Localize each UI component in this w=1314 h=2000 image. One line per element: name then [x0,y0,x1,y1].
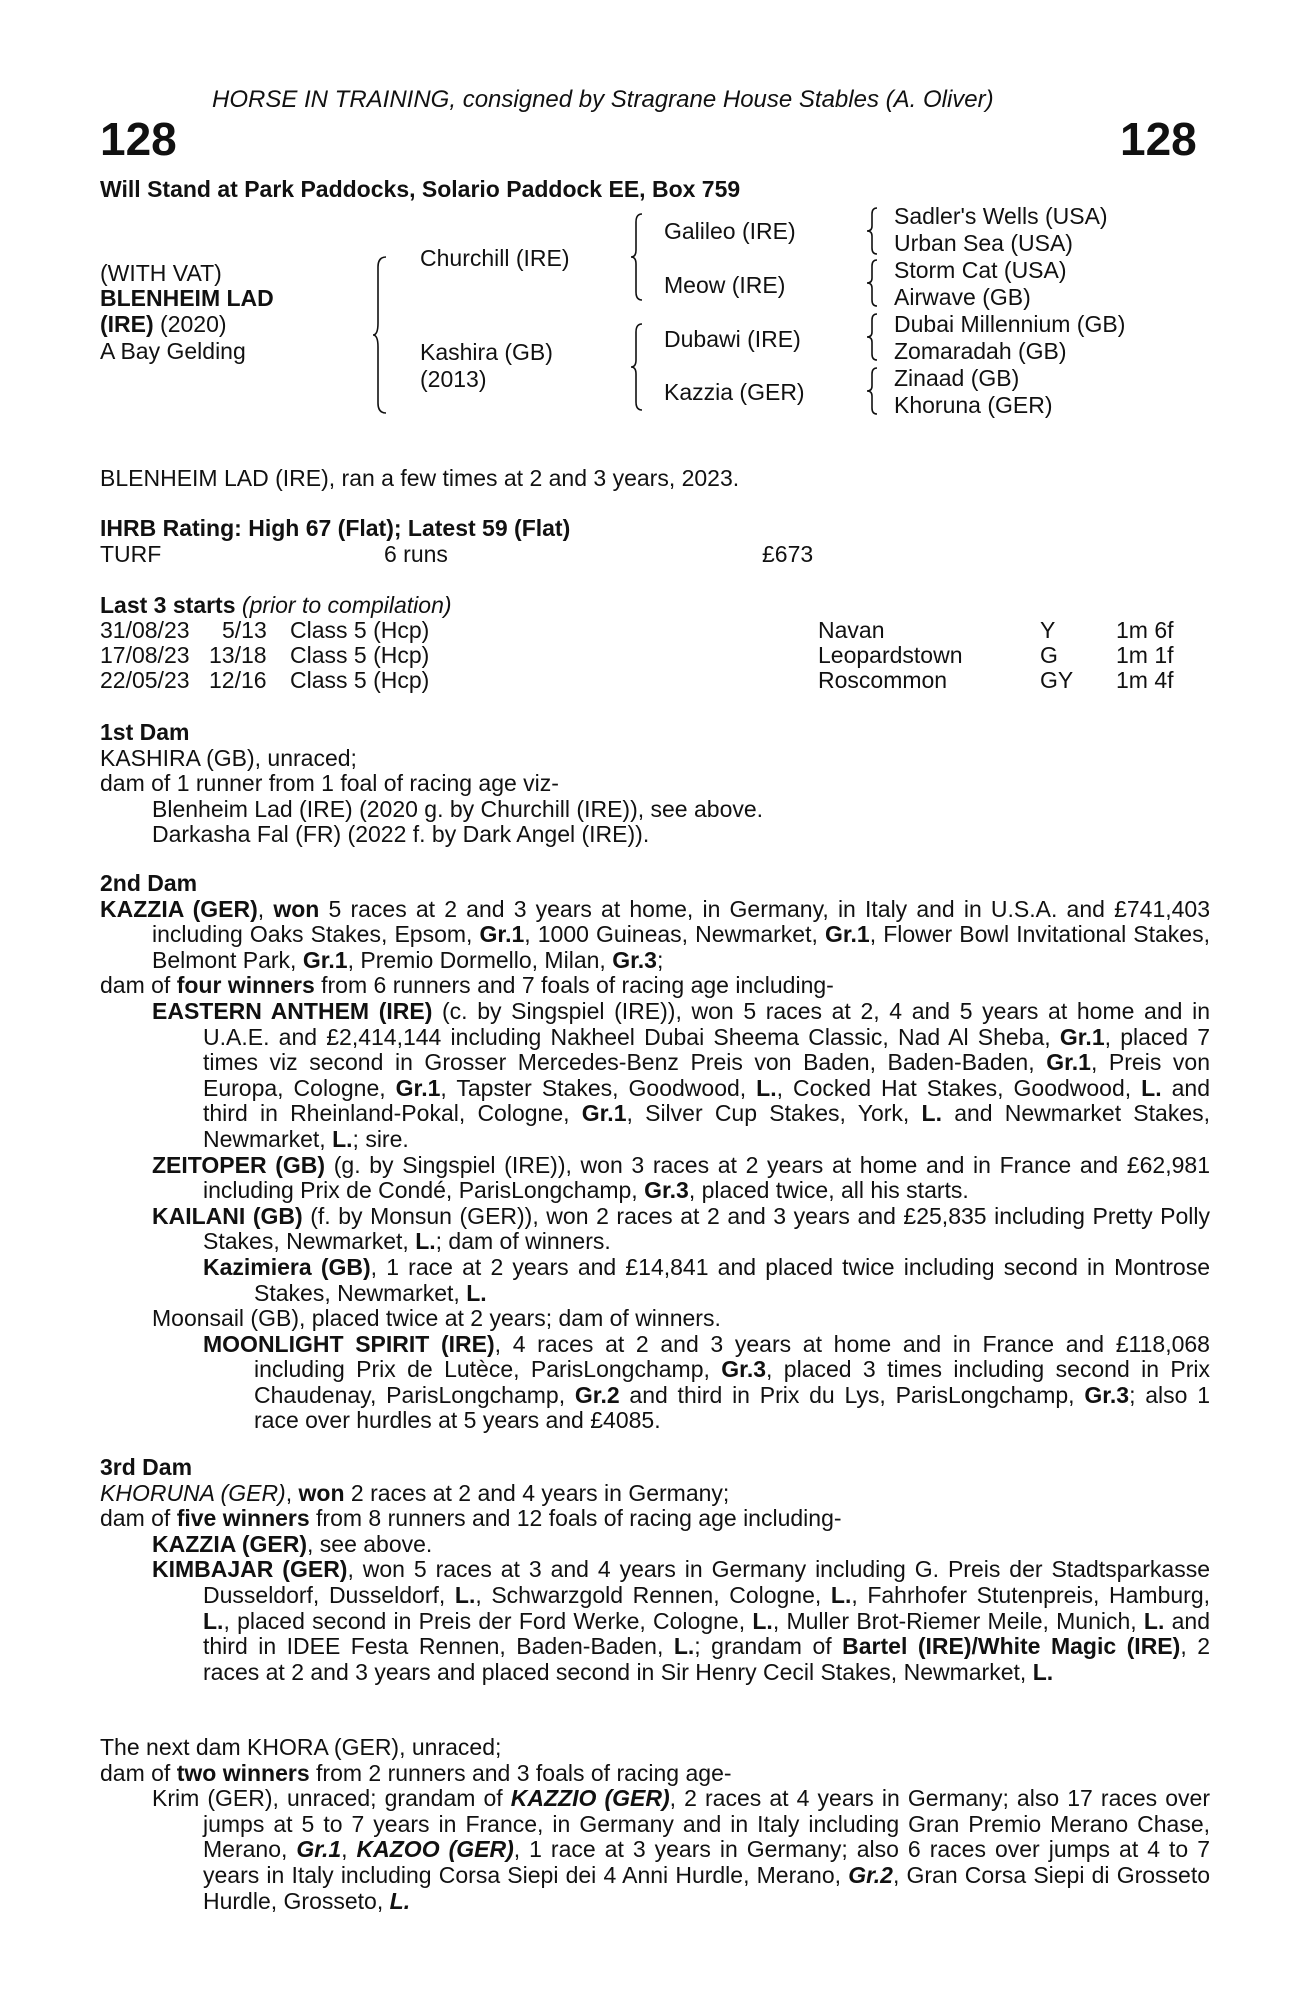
text: , placed 3 times including second in Prix Chaudenay, ParisLongchamp, [254,1356,1210,1408]
third-dam-produce-line [100,1506,1210,1532]
text: , Premio Dormello, Milan, [347,946,613,973]
start-distance: 1m 4f [1116,667,1174,693]
text: , 2 races at 4 years in Germany; also 17 races over jumps at 5 to 7 years in France, in Germany and in Italy including Gran Premio Merano Chase, Merano, [203,1785,1210,1863]
text: from 8 runners and 12 foals of racing age including- [309,1505,842,1532]
pedigree-brace-g56 [866,312,882,362]
text: and third in IDEE Festa Rennen, Baden-Baden, [203,1607,1210,1660]
text: dam of [100,1759,177,1786]
starts-heading [100,592,452,619]
pedigree-gen3-1: Sadler's Wells (USA) [894,203,1108,229]
first-dam-title: 1st Dam [100,719,190,745]
moonlight-spirit-paragraph [100,1332,1210,1434]
pedigree-brace-sire [630,212,648,302]
start-class: Class 5 (Hcp) [290,617,430,643]
grade: L. [415,1228,436,1255]
text: (g. by Singspiel (IRE)), won 3 races at 2 years at home and in France and £62,981 including Prix de Condé, ParisLongchamp, [203,1151,1210,1204]
kazzia-paragraph: KAZZIA (GER), won 5 races at 2 and 3 years at home, in Germany, in Italy and in U.S.A. and £741,403 including Oaks Stakes, Epsom, Gr.1, 1000 Guineas, Newmarket, Gr.1, Flower Bowl Invitational Stakes, Belmont Park, Gr.1, Premio Dormello, Milan, Gr.3; [100,895,1211,973]
page-header-title: HORSE IN TRAINING, consigned by Stragrane House Stables (A. Oliver) [212,86,994,113]
text: , 4 races at 2 and 3 years at home and in France and £118,068 including Prix de Lutèce, ParisLongchamp, [254,1330,1210,1383]
starts-note: (prior to compilation) [235,592,452,618]
stand-location: Will Stand at Park Paddocks, Solario Paddock EE, Box 759 [100,176,741,202]
grade: L. [389,1887,411,1914]
grade: L. [756,1074,777,1101]
pedigree-brace-main [372,255,392,415]
pedigree-brace-dam [630,322,648,412]
kailani-paragraph [100,1204,1210,1255]
text: and Newmarket Stakes, Newmarket, [203,1100,1211,1152]
grade: L. [752,1607,773,1634]
grade: Gr.3 [644,1177,689,1204]
horse-name-kazoo: KAZOO (GER) [356,1836,514,1863]
first-dam-line: KASHIRA (GB), unraced; [100,744,357,771]
starts-title: Last 3 starts [100,592,236,618]
text: , [341,1836,357,1863]
grade: L. [203,1607,224,1634]
krim-paragraph [100,1786,1210,1914]
next-dam-produce-line [100,1761,1210,1787]
text: (c. by Singspiel (IRE)), won 5 races at 2, 4 and 5 years at home and in U.A.E. and £2,414,144 including Nakheel Dubai Sheema Classic, Nad Al Sheba, [203,997,1210,1050]
text: and third in Rheinland-Pokal, Cologne, [203,1074,1211,1127]
horse-name-bartel-white-magic: Bartel (IRE)/White Magic (IRE) [842,1633,1181,1660]
text: , Schwarzgold Rennen, Cologne, [475,1581,831,1608]
start-going: Y [1040,617,1056,643]
text: from 2 runners and 3 foals of racing age- [309,1759,732,1786]
grade: Gr.1 [479,921,525,948]
start-position: 12/16 [209,667,267,693]
grade: L. [1141,1074,1162,1101]
zeitoper-paragraph [100,1153,1210,1204]
winners-count: two winners [176,1759,310,1786]
pedigree-dam-dam: Kazzia (GER) [664,379,805,405]
pedigree-gen3-3: Storm Cat (USA) [894,257,1067,283]
khoruna-line: KHORUNA (GER), won 2 races at 2 and 4 years in Germany; [100,1479,730,1506]
pedigree-sire-sire: Galileo (IRE) [664,218,796,244]
pedigree-dam-sire: Dubawi (IRE) [664,326,801,352]
third-dam-section [100,1455,1210,1685]
horse-name-eastern-anthem: EASTERN ANTHEM (IRE) [152,997,433,1024]
second-dam-title: 2nd Dam [100,870,198,896]
first-dam-produce-line: dam of 1 runner from 1 foal of racing age viz- [100,770,559,797]
start-date: 22/05/23 [100,667,190,693]
horse-name-kailani: KAILANI (GB) [152,1202,303,1229]
text: , Fahrhofer Stutenpreis, Hamburg, [851,1581,1211,1608]
text: , placed second in Preis der Ford Werke, Cologne, [223,1607,753,1634]
grade: L. [466,1279,487,1306]
grade: L. [830,1581,852,1608]
start-class: Class 5 (Hcp) [290,642,430,668]
pedigree-brace-g12 [866,206,882,256]
text: , see above. [307,1530,433,1557]
grade: Gr.3 [612,946,657,973]
horse-name-kazimiera: Kazimiera (GB) [203,1253,371,1280]
pedigree-sire: Churchill (IRE) [420,245,570,271]
text: ; dam of winners. [435,1228,611,1255]
text: , 1000 Guineas, Newmarket, [524,921,825,948]
grade: L. [673,1633,695,1660]
text: , Preis von Europa, Cologne, [203,1049,1210,1101]
winners-count: five winners [176,1505,310,1532]
grade: Gr.1 [1046,1049,1091,1076]
won-label: won [298,1479,345,1506]
pedigree-gen3-6: Zomaradah (GB) [894,338,1067,364]
grade: Gr.1 [824,921,870,948]
pedigree-sire-dam: Meow (IRE) [664,272,786,298]
text: , 1 race at 3 years in Germany; also 6 races over jumps at 4 to 7 years in Italy including Corsa Siepi dei 4 Anni Hurdle, Merano, [203,1836,1210,1888]
pedigree-gen3-5: Dubai Millennium (GB) [894,311,1126,337]
grade: Gr.1 [1059,1023,1105,1050]
grade: Gr.1 [395,1074,441,1101]
text: ; grandam of [694,1633,843,1660]
horse-name-khoruna: KHORUNA (GER) [100,1479,286,1506]
start-position: 5/13 [222,617,267,643]
eastern-anthem-paragraph [100,999,1210,1153]
grade: L. [1032,1658,1054,1685]
pedigree-dam: Kashira (GB) [420,339,553,365]
pedigree-gen3-7: Zinaad (GB) [894,365,1020,391]
pedigree-brace-g78 [866,366,882,416]
text: and third in Prix du Lys, ParisLongchamp, [619,1381,1085,1408]
horse-suffix: (IRE) [100,311,154,337]
text: ; also 1 race over hurdles at 5 years and £4085. [254,1381,1211,1434]
next-dam-line: The next dam KHORA (GER), unraced; [100,1734,502,1760]
grade: Gr.1 [296,1836,342,1863]
text: , 2 races at 2 and 3 years and placed second in Sir Henry Cecil Stakes, Newmarket, [203,1633,1210,1685]
text: 5 races at 2 and 3 years at home, in Germany, in Italy and in U.S.A. and £741,403 including Oaks Stakes, Epsom, [152,895,1211,948]
horse-name-zeitoper: ZEITOPER (GB) [152,1151,326,1178]
lot-number-left: 128 [100,113,177,165]
text: , Gran Corsa Siepi di Grosseto Hurdle, Grosseto, [203,1861,1211,1914]
grade: Gr.2 [848,1861,893,1888]
won-label: won [273,895,320,922]
grade: Gr.3 [1084,1381,1130,1408]
horse-origin-line [100,311,227,338]
horse-name-kazzia: KAZZIA (GER) [100,895,258,922]
text: , won 5 races at 3 and 4 years in Germany including G. Preis der Stadtsparkasse Dusseldorf, Dusseldorf, [203,1556,1210,1608]
text: dam of [100,1505,177,1532]
text: Krim (GER), unraced; grandam of [152,1785,511,1812]
grade: L. [921,1100,942,1127]
start-going: GY [1040,667,1074,693]
winners-count: four winners [176,972,315,999]
text: , Muller Brot-Riemer Meile, Munich, [772,1607,1144,1634]
rating-title: IHRB Rating: High 67 (Flat); Latest 59 (Flat) [100,515,571,541]
start-date: 31/08/23 [100,617,190,643]
text: , Tapster Stakes, Goodwood, [440,1074,757,1101]
grade: Gr.1 [302,946,348,973]
start-course: Navan [818,617,885,643]
text: dam of [100,972,177,999]
text: 2 races at 2 and 4 years in Germany; [344,1479,730,1506]
text: , Silver Cup Stakes, York, [626,1100,922,1127]
kazimiera-paragraph [100,1255,1210,1306]
pedigree-brace-g34 [866,258,882,308]
rating-earnings: £673 [762,541,814,567]
text: , placed 7 times viz second in Grosser Mercedes-Benz Preis von Baden, Baden-Baden, [203,1023,1210,1076]
text: ; sire. [352,1125,409,1152]
moonsail-line: Moonsail (GB), placed twice at 2 years; dam of winners. [152,1305,721,1332]
second-dam-section [100,871,1210,1434]
third-dam-title: 3rd Dam [100,1454,193,1480]
lot-number-right: 128 [1120,113,1197,165]
first-dam-section [100,720,1210,848]
text: , Cocked Hat Stakes, Goodwood, [776,1074,1142,1101]
kimbajar-paragraph [100,1557,1210,1685]
horse-year: (2020) [153,311,227,337]
pedigree-dam-year: (2013) [420,366,487,392]
second-dam-produce-line [100,973,1210,999]
rating-runs: 6 runs [384,541,448,567]
text: , 1 race at 2 years and £14,841 and placed twice including second in Montrose Stakes, Newmarket, [254,1253,1210,1306]
start-distance: 1m 6f [1116,617,1174,643]
horse-name-kazzio: KAZZIO (GER) [510,1785,670,1812]
start-distance: 1m 1f [1116,642,1174,668]
first-dam-foal: Blenheim Lad (IRE) (2020 g. by Churchill (IRE)), see above. [152,795,764,822]
horse-name-moonlight-spirit: MOONLIGHT SPIRIT (IRE) [203,1330,495,1357]
horse-description: A Bay Gelding [100,338,246,364]
start-date: 17/08/23 [100,642,190,668]
grade: L. [454,1581,476,1608]
grade: Gr.3 [721,1356,767,1383]
pedigree-gen3-4: Airwave (GB) [894,284,1031,310]
start-going: G [1040,642,1058,668]
start-course: Leopardstown [818,642,963,668]
vat-note: (WITH VAT) [100,260,222,286]
text: ; [656,946,664,973]
race-summary: BLENHEIM LAD (IRE), ran a few times at 2 and 3 years, 2023. [100,465,740,491]
grade: Gr.2 [574,1381,620,1408]
grade: L. [1143,1607,1165,1634]
start-class: Class 5 (Hcp) [290,667,430,693]
next-dam-section [100,1735,1210,1914]
first-dam-foal: Darkasha Fal (FR) (2022 f. by Dark Angel (IRE)). [152,821,650,848]
rating-surface: TURF [100,541,162,567]
kazzia-reference [100,1532,1210,1558]
text: , placed twice, all his starts. [688,1177,969,1204]
pedigree-gen3-8: Khoruna (GER) [894,392,1053,418]
horse-name-kazzia: KAZZIA (GER) [152,1530,308,1557]
grade: L. [332,1125,353,1152]
text: , Flower Bowl Invitational Stakes, Belmont Park, [152,921,1210,973]
pedigree-gen3-2: Urban Sea (USA) [894,230,1073,256]
text: (f. by Monsun (GER)), won 2 races at 2 and 3 years and £25,835 including Pretty Polly Stakes, Newmarket, [203,1202,1211,1255]
grade: Gr.1 [581,1100,627,1127]
text: from 6 runners and 7 foals of racing age including- [314,972,834,999]
horse-name: BLENHEIM LAD [100,285,274,311]
horse-name-kimbajar: KIMBAJAR (GER) [152,1556,348,1583]
start-course: Roscommon [818,667,948,693]
start-position: 13/18 [209,642,267,668]
